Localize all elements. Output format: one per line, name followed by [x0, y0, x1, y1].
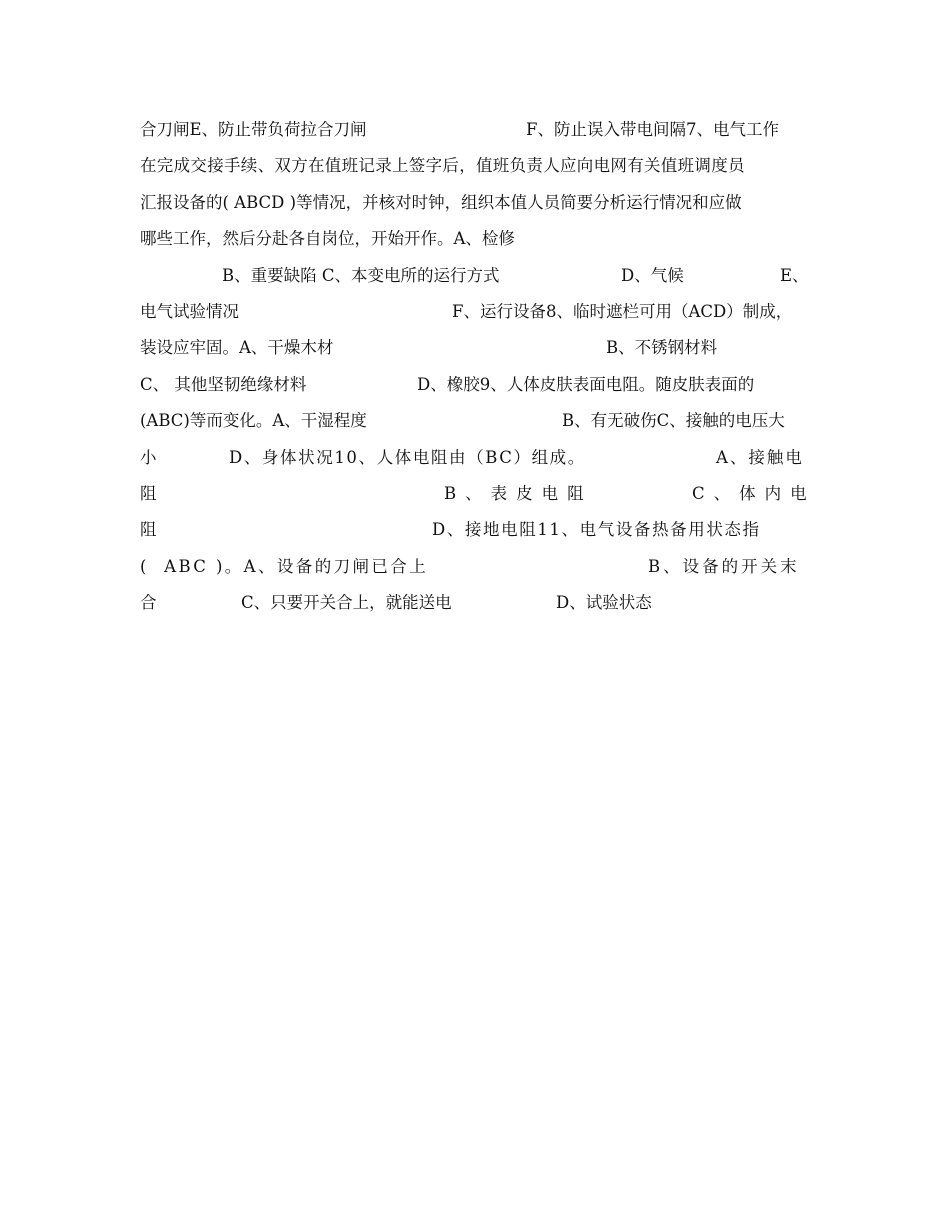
text-segment: D、接地电阻11、电气设备热备用状态指	[432, 520, 761, 540]
text-segment: 合	[140, 593, 157, 613]
text-line	[140, 330, 812, 366]
text-segment: C、 其他坚韧绝缘材料	[140, 374, 307, 394]
text-segment: 在完成交接手续、双方在值班记录上签字后，值班负责人应向电网有关值班调度员	[140, 156, 745, 176]
text-line	[140, 221, 812, 257]
text-segment: 小	[140, 447, 157, 467]
text-segment: B、设备的开关末	[648, 556, 800, 576]
text-segment: 哪些工作，然后分赴各自岗位，开始开作。A、检修	[140, 229, 515, 249]
text-line	[140, 403, 812, 439]
text-line	[140, 440, 812, 476]
text-segment: D、试验状态	[556, 593, 652, 613]
text-segment: D、身体状况10、人体电阻由（BC）组成。	[229, 447, 586, 467]
text-line	[140, 294, 812, 330]
text-segment: 汇报设备的( ABCD )等情况，并核对时钟，组织本值人员简要分析运行情况和应做	[140, 192, 742, 212]
text-segment: B、有无破伤C、接触的电压大	[562, 411, 785, 431]
text-segment: 阻	[140, 483, 157, 503]
text-line	[140, 476, 816, 512]
text-segment: 电气试验情况	[140, 301, 239, 321]
text-segment: 合刀闸E、防止带负荷拉合刀闸	[140, 120, 367, 139]
text-segment: A、接触电	[716, 447, 804, 467]
text-segment: D、气候	[621, 265, 684, 285]
text-segment: B、表皮电阻	[444, 483, 593, 503]
text-segment: B、不锈钢材料	[606, 338, 718, 358]
text-segment: C、只要开关合上，就能送电	[241, 593, 452, 613]
text-segment: 阻	[140, 520, 157, 540]
text-segment: D、橡胶9、人体皮肤表面电阻。随皮肤表面的	[417, 374, 755, 394]
text-line	[140, 112, 812, 148]
text-line	[140, 512, 812, 548]
text-segment: B、重要缺陷 C、本变电所的运行方式	[222, 265, 500, 285]
text-line	[140, 367, 812, 403]
text-line	[140, 258, 812, 294]
text-segment: 装设应牢固。A、干燥木材	[140, 338, 334, 358]
text-line	[140, 185, 812, 221]
text-line	[140, 549, 812, 585]
text-segment: C、体内电	[692, 483, 816, 503]
text-segment: F、运行设备8、临时遮栏可用（ACD）制成，	[452, 301, 793, 321]
text-segment: (ABC)等而变化。A、干湿程度	[140, 411, 367, 431]
text-line	[140, 148, 812, 184]
text-segment: E、	[780, 265, 809, 285]
text-segment: ( ABC )。A、设备的刀闸已合上	[140, 556, 429, 576]
text-segment: F、防止误入带电间隔7、电气工作	[526, 120, 779, 139]
document-body	[140, 112, 816, 621]
text-line	[140, 585, 812, 621]
